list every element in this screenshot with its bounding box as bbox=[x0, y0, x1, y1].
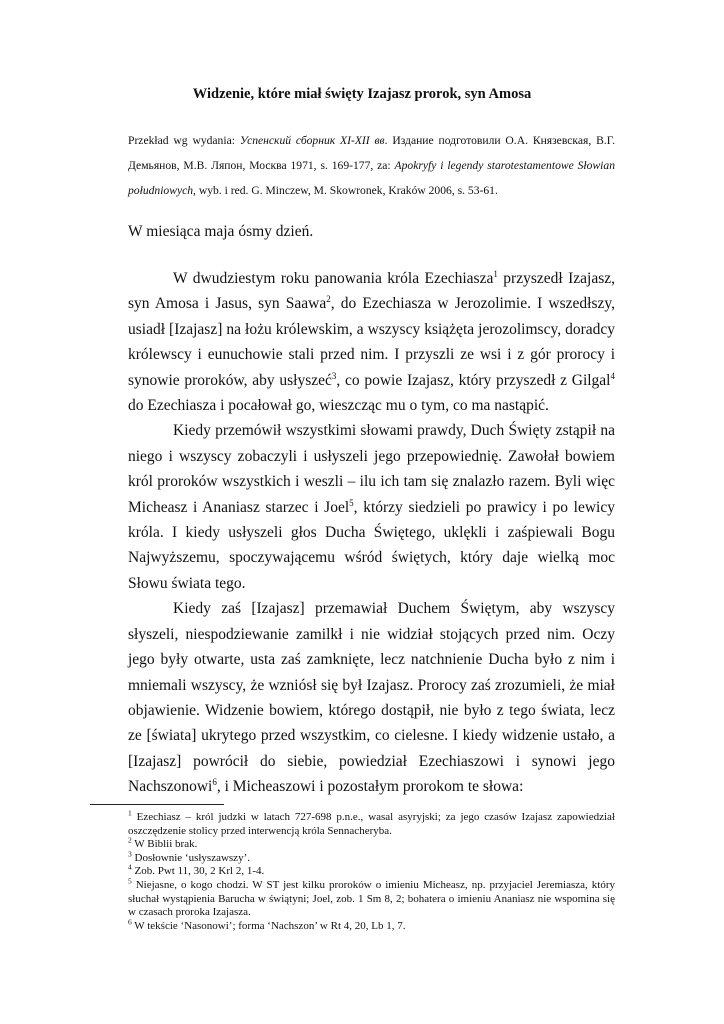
footnote-number: 4 bbox=[128, 862, 132, 872]
paragraph-2-text-b: , którzy siedzieli po prawicy i po lewicy króla. I kiedy usłyszeli głos Ducha Świętego, uklękli i zaśpiewali Bogu Najwyższemu, spoczywającemu wśród świętych, który daje wielką moc Słowu świata tego. bbox=[128, 498, 615, 592]
footnote-ref-5: 5 bbox=[349, 497, 354, 508]
footnotes bbox=[128, 808, 615, 933]
footnote-number: 6 bbox=[128, 917, 132, 927]
source-note-text bbox=[128, 128, 615, 203]
date-line: W miesiąca maja ósmy dzień. bbox=[128, 223, 314, 240]
source-russian-title: Успенский сборник XI-XII вв bbox=[239, 134, 385, 147]
footnote-text: Zob. Pwt 11, 30, 2 Krl 2, 1-4. bbox=[131, 865, 265, 878]
footnote-number: 5 bbox=[128, 876, 132, 886]
footnote-4 bbox=[128, 862, 615, 879]
source-suffix: , wyb. i red. G. Minczew, M. Skowronek, Kraków 2006, s. 53-61. bbox=[193, 184, 498, 197]
footnote-ref-3: 3 bbox=[331, 370, 337, 381]
source-note bbox=[128, 128, 615, 203]
document-title: Widzenie, które miał święty Izajasz prorok, syn Amosa bbox=[192, 86, 532, 102]
footnote-ref-6: 6 bbox=[212, 776, 217, 787]
paragraph-3-text-b: , i Micheaszowi i pozostałym prorokom te słowa: bbox=[216, 778, 524, 796]
source-apocrypha-title: Apokryfy i legendy starotestamentowe Słowian południowych bbox=[128, 159, 615, 197]
paragraph-3-text-a: Kiedy zaś [Izajasz] przemawiał Duchem Świętym, aby wszyscy słyszeli, niespodziewanie zamilkł i nie widział stojących przed nim. Oczy jego były otwarte, usta zaś zamknięte, lecz natchnienie Ducha było z nim i mniemali wszyscy, że wzniósł się był Izajasz. Prorocy zaś zrozumieli, że miał objawienie. Widzenie bowiem, którego dostąpił, nie było z tego świata, lecz ze [świata] ukrytego przed wszystkim, co cielesne. I kiedy widzenie ustało, a [Izajasz] powrócił do siebie, powiedział Ezechiaszowi i synowi jego Nachszonowi bbox=[128, 600, 615, 796]
footnote-text: Niejasne, o kogo chodzi. W ST jest kilku proroków o imieniu Micheasz, np. przyjaciel Jeremiasza, który słuchał wystąpienia Barucha w świątyni; Joel, zob. 1 Sm 8, 2; bohatera o imieniu Ananiasz nie wspomina się w czasach proroka Izajasza. bbox=[128, 878, 615, 919]
footnote-number: 2 bbox=[128, 835, 132, 845]
source-prefix: Przekład wg wydania: bbox=[128, 134, 240, 147]
footnote-2 bbox=[128, 835, 615, 852]
paragraph-1-text-b: przyszedł Izajasz, syn Amosa i Jasus, syn Saawa bbox=[128, 270, 615, 313]
paragraph-1 bbox=[128, 266, 615, 418]
paragraph-1-text-a: W dwudziestym roku panowania króla Ezechiasza bbox=[173, 270, 494, 287]
footnote-text: W tekście ‘Nasonowi’; forma ‘Nachszon’ w Rt 4, 20, Lb 1, 7. bbox=[131, 919, 406, 932]
source-russian-rest: . Издание подготовили О.А. Князевская, В.Г. Демьянов, М.В. Ляпон, Москва 1971, s. 169-177, za: bbox=[128, 134, 615, 172]
footnote-ref-2: 2 bbox=[326, 294, 331, 305]
footnote-separator bbox=[90, 804, 224, 805]
footnote-text: Ezechiasz – król judzki w latach 727-698 p.n.e., wasal asyryjski; za jego czasów Izajasz zapowiedział oszczędzenie stolicy przed interwencją króla Sennacheryba. bbox=[128, 811, 615, 837]
footnote-ref-4: 4 bbox=[610, 370, 615, 381]
footnote-6 bbox=[128, 917, 615, 934]
paragraph-1-text-c: , do Ezechiasza w Jerozolimie. I wszedłszy, usiadł [Izajasz] na łożu królewskim, a wszyscy książęta jerozolimscy, doradcy królewscy i eunuchowie stali przed nim. I przyszli ze wsi i z gór prorocy i synowie proroków, aby usłyszeć bbox=[128, 295, 615, 389]
main-text bbox=[128, 266, 615, 800]
footnote-1 bbox=[128, 808, 615, 838]
footnote-3 bbox=[128, 849, 615, 866]
paragraph-2 bbox=[128, 418, 615, 596]
footnote-number: 1 bbox=[128, 808, 132, 818]
paragraph-2-text-a: Kiedy przemówił wszystkimi słowami prawdy, Duch Święty zstąpił na niego i wszyscy zobaczyli i usłyszeli jego przepowiednię. Zawołał bowiem król proroków wszystkich i weszli – ilu ich tam się znalazło razem. Byli więc Micheasz i Ananiasz starzec i Joel bbox=[128, 422, 615, 516]
paragraph-1-text-d: , co powie Izajasz, który przyszedł z Gilgal bbox=[336, 371, 611, 389]
footnote-text: W Biblii brak. bbox=[131, 838, 198, 851]
paragraph-1-text-e: do Ezechiasza i pocałował go, wieszcząc mu o tym, co ma nastąpić. bbox=[128, 397, 549, 415]
footnote-number: 3 bbox=[128, 849, 132, 859]
paragraph-3 bbox=[128, 596, 615, 799]
footnote-text: Dosłownie ‘usłyszawszy’. bbox=[131, 851, 250, 864]
footnote-ref-1: 1 bbox=[493, 268, 498, 279]
footnote-5 bbox=[128, 876, 615, 920]
